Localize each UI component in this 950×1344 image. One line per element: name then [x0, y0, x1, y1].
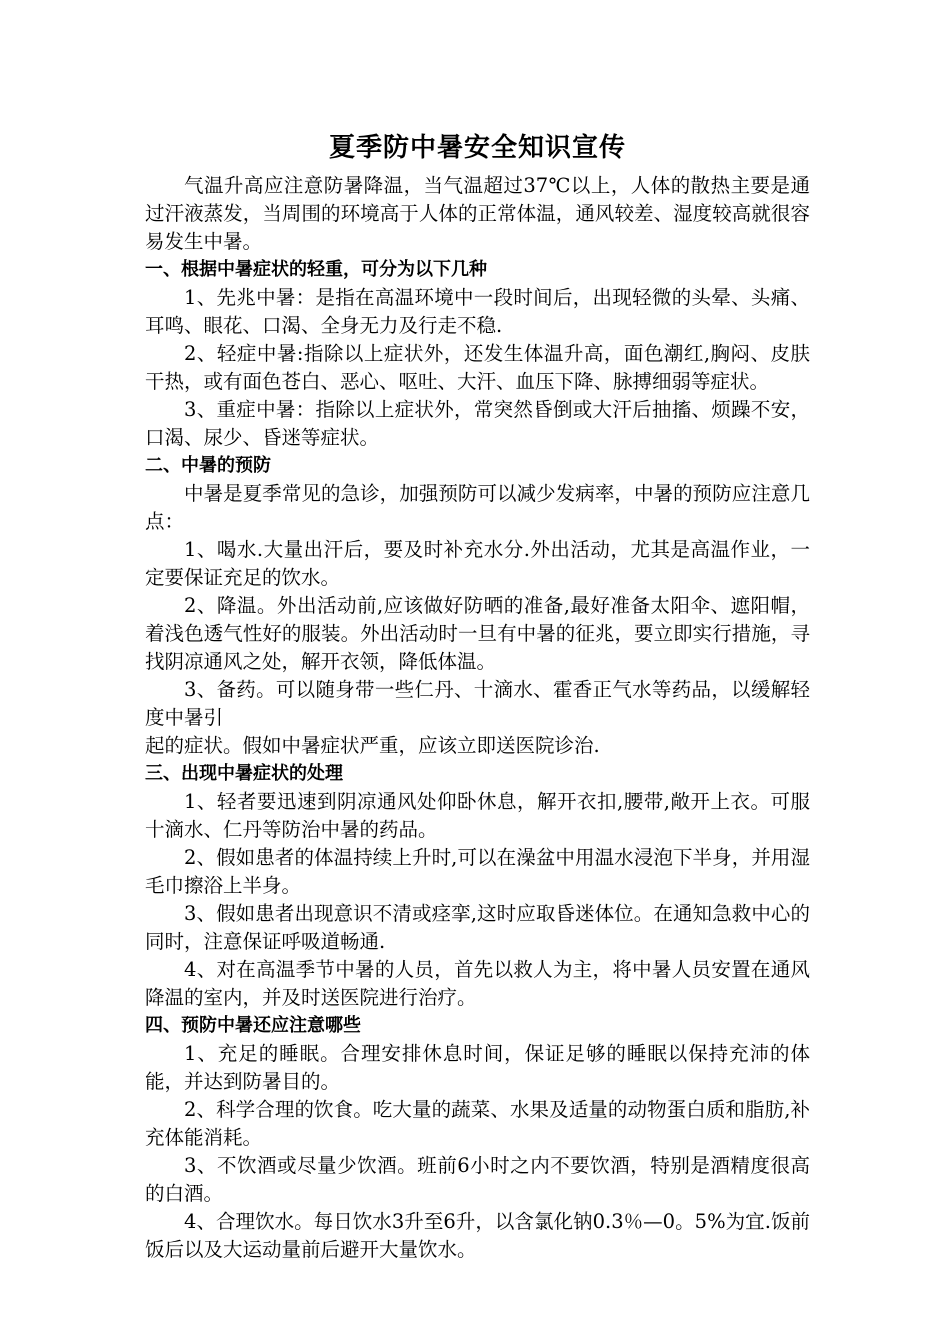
section-4-paragraph-4: 4、合理饮水。每日饮水3升至6升，以含氯化钠0.3％—0。5%为宜.饭前饭后以及大运动量前后避开大量饮水。 [145, 1210, 810, 1261]
section-heading-3: 三、出现中暑症状的处理 [145, 763, 343, 784]
section-heading-4: 四、预防中暑还应注意哪些 [145, 1015, 361, 1036]
document-title: 夏季防中暑安全知识宣传 [328, 133, 626, 163]
section-1-paragraph-2: 2、轻症中暑:指除以上症状外，还发生体温升高，面色潮红,胸闷、皮肤干热，或有面色苍白、恶心、呕吐、大汗、血压下降、脉搏细弱等症状。 [145, 342, 810, 393]
section-3-paragraph-4: 4、对在高温季节中暑的人员，首先以救人为主，将中暑人员安置在通风降温的室内，并及时送医院进行治疗。 [145, 958, 810, 1009]
section-4-paragraph-2: 2、科学合理的饮食。吃大量的蔬菜、水果及适量的动物蛋白质和脂肪,补充体能消耗。 [145, 1098, 810, 1149]
section-1-paragraph-3: 3、重症中暑：指除以上症状外，常突然昏倒或大汗后抽搐、烦躁不安，口渴、尿少、昏迷等症状。 [145, 398, 810, 449]
section-heading-1: 一、根据中暑症状的轻重，可分为以下几种 [145, 259, 487, 280]
section-2-paragraph-2: 1、喝水.大量出汗后，要及时补充水分.外出活动，尤其是高温作业，一定要保证充足的饮水。 [145, 538, 810, 589]
section-heading-2: 二、中暑的预防 [145, 455, 271, 476]
section-2-paragraph-4: 3、备药。可以随身带一些仁丹、十滴水、霍香正气水等药品，以缓解轻度中暑引 [145, 678, 810, 729]
section-2-paragraph-3: 2、降温。外出活动前,应该做好防晒的准备,最好准备太阳伞、遮阳帽，着浅色透气性好的服装。外出活动时一旦有中暑的征兆，要立即实行措施，寻找阴凉通风之处，解开衣领，降低体温。 [145, 594, 810, 673]
section-2-continuation: 起的症状。假如中暑症状严重，应该立即送医院诊治. [145, 734, 600, 757]
section-3-paragraph-2: 2、假如患者的体温持续上升时,可以在澡盆中用温水浸泡下半身，并用湿毛巾擦浴上半身。 [145, 846, 810, 897]
section-4-paragraph-3: 3、不饮酒或尽量少饮酒。班前6小时之内不要饮酒，特别是酒精度很高的白酒。 [145, 1154, 810, 1205]
section-1-paragraph-1: 1、先兆中暑：是指在高温环境中一段时间后，出现轻微的头晕、头痛、耳鸣、眼花、口渴、全身无力及行走不稳. [145, 286, 810, 337]
section-2-paragraph-1: 中暑是夏季常见的急诊，加强预防可以减少发病率，中暑的预防应注意几点： [145, 482, 810, 533]
section-3-paragraph-1: 1、轻者要迅速到阴凉通风处仰卧休息，解开衣扣,腰带,敞开上衣。可服十滴水、仁丹等防治中暑的药品。 [145, 790, 810, 841]
section-3-paragraph-3: 3、假如患者出现意识不清或痉挛,这时应取昏迷体位。在通知急救中心的同时，注意保证呼吸道畅通. [145, 902, 810, 953]
section-4-paragraph-1: 1、充足的睡眠。合理安排休息时间，保证足够的睡眠以保持充沛的体能，并达到防暑目的。 [145, 1042, 810, 1093]
intro-paragraph: 气温升高应注意防暑降温，当气温超过37℃以上，人体的散热主要是通过汗液蒸发，当周围的环境高于人体的正常体温，通风较差、湿度较高就很容易发生中暑。 [145, 174, 810, 253]
